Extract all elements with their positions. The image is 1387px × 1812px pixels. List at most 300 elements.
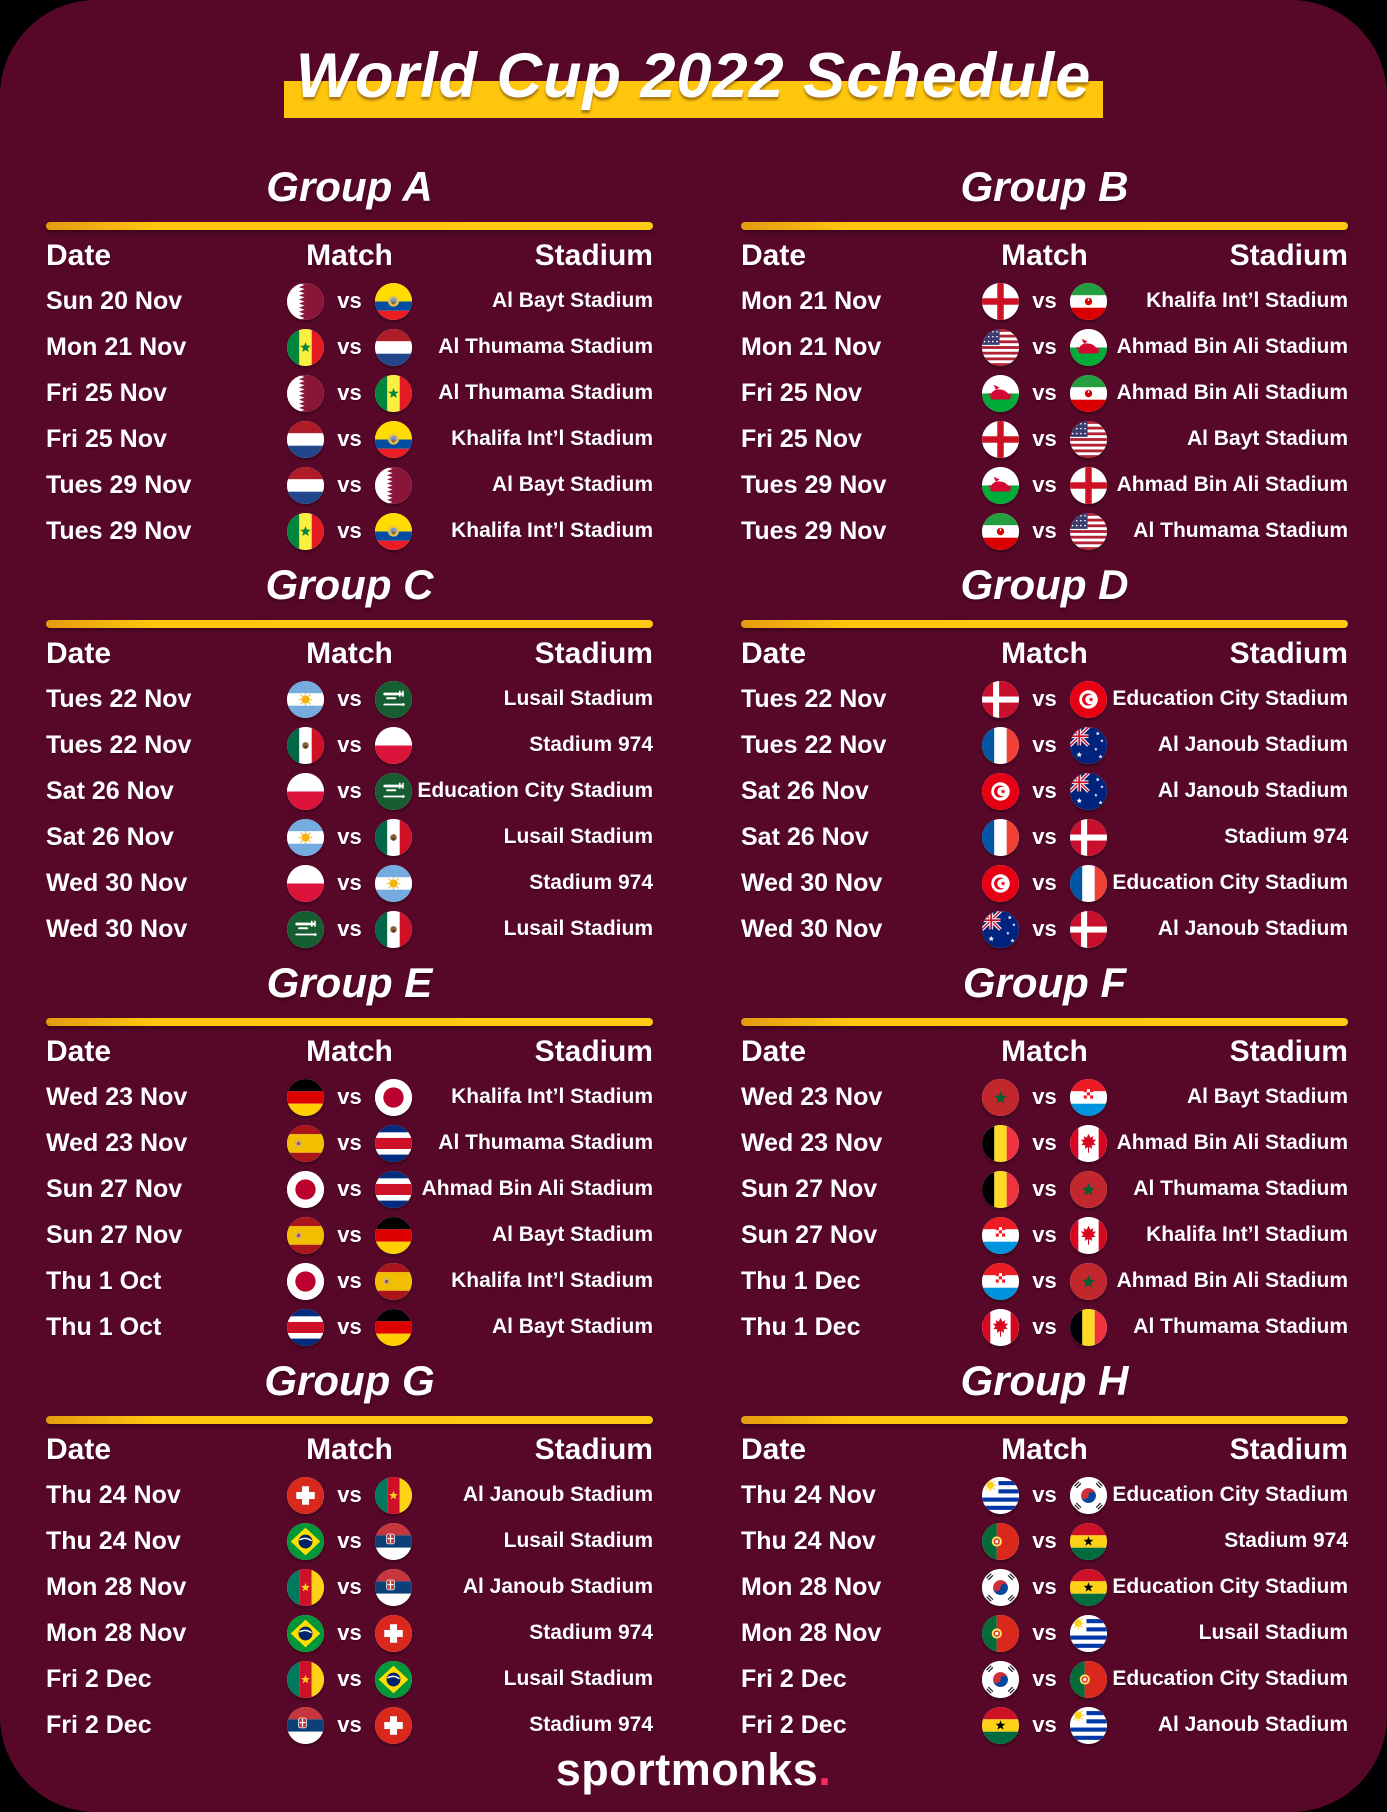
group-title: Group H xyxy=(960,1357,1129,1404)
match-row xyxy=(741,1656,1348,1702)
column-header-match: Match xyxy=(1001,239,1088,272)
match-stadium: Al Janoub Stadium xyxy=(1157,779,1348,802)
flag-croatia-icon xyxy=(1070,1079,1107,1116)
match-row xyxy=(46,676,653,722)
vs-label: vs xyxy=(1032,1084,1057,1109)
match-stadium: Khalifa Int’l Stadium xyxy=(451,427,653,450)
match-teams xyxy=(251,421,448,458)
match-row xyxy=(741,1304,1348,1350)
column-header-stadium: Stadium xyxy=(1229,239,1348,272)
vs-label: vs xyxy=(1032,1176,1057,1201)
flag-portugal-icon xyxy=(982,1615,1019,1652)
match-date: Mon 28 Nov xyxy=(741,1572,882,1601)
group-divider xyxy=(741,1018,1348,1026)
match-row xyxy=(46,1610,653,1656)
match-date: Thu 1 Dec xyxy=(741,1312,861,1341)
match-stadium: Stadium 974 xyxy=(1224,1529,1348,1552)
match-teams xyxy=(251,1079,448,1116)
match-date: Thu 1 Oct xyxy=(46,1312,162,1341)
match-stadium: Al Thumama Stadium xyxy=(438,1131,653,1154)
match-teams xyxy=(251,1217,448,1254)
flag-uruguay-icon xyxy=(1070,1615,1107,1652)
match-stadium: Ahmad Bin Ali Stadium xyxy=(1116,473,1348,496)
page-title: World Cup 2022 Schedule xyxy=(295,41,1092,111)
flag-uruguay-icon xyxy=(1070,1707,1107,1744)
flag-switzerland-icon xyxy=(287,1477,324,1514)
match-row xyxy=(741,814,1348,860)
match-date: Tues 22 Nov xyxy=(741,684,887,713)
column-header-stadium: Stadium xyxy=(534,637,653,670)
flag-croatia-icon xyxy=(982,1263,1019,1300)
flag-poland-icon xyxy=(287,773,324,810)
match-stadium: Al Bayt Stadium xyxy=(1186,427,1348,450)
match-stadium: Al Thumama Stadium xyxy=(1133,1177,1348,1200)
flag-mexico-icon xyxy=(375,911,412,948)
flag-japan-icon xyxy=(287,1171,324,1208)
vs-label: vs xyxy=(1032,426,1057,451)
flag-ecuador-icon xyxy=(375,513,412,550)
match-row xyxy=(741,1472,1348,1518)
flag-france-icon xyxy=(982,727,1019,764)
match-row xyxy=(46,1564,653,1610)
group-divider xyxy=(741,620,1348,628)
match-teams xyxy=(251,1263,448,1300)
group-panel-d xyxy=(741,560,1348,952)
match-teams xyxy=(251,1477,448,1514)
match-teams xyxy=(946,1523,1143,1560)
match-row xyxy=(741,768,1348,814)
group-title: Group C xyxy=(265,561,434,608)
match-stadium: Al Janoub Stadium xyxy=(462,1575,653,1598)
match-date: Sun 27 Nov xyxy=(741,1220,878,1249)
page-footer xyxy=(0,1744,1387,1796)
column-header-date: Date xyxy=(741,1035,807,1068)
match-teams xyxy=(251,681,448,718)
match-row xyxy=(741,906,1348,952)
flag-qatar-icon xyxy=(287,283,324,320)
vs-label: vs xyxy=(337,1574,362,1599)
flag-morocco-icon xyxy=(982,1079,1019,1116)
match-row xyxy=(46,1304,653,1350)
match-date: Thu 24 Nov xyxy=(741,1526,876,1555)
column-headers xyxy=(46,1030,653,1074)
flag-saudi-arabia-icon xyxy=(287,911,324,948)
flag-netherlands-icon xyxy=(287,467,324,504)
match-teams xyxy=(946,283,1143,320)
match-row xyxy=(741,860,1348,906)
match-teams xyxy=(251,283,448,320)
match-teams xyxy=(251,1171,448,1208)
match-row xyxy=(741,676,1348,722)
flag-brazil-icon xyxy=(375,1661,412,1698)
match-stadium: Khalifa Int’l Stadium xyxy=(451,519,653,542)
group-panel-f xyxy=(741,958,1348,1350)
match-teams xyxy=(946,1707,1143,1744)
flag-usa-icon xyxy=(1070,513,1107,550)
flag-costa-rica-icon xyxy=(375,1125,412,1162)
vs-label: vs xyxy=(337,870,362,895)
flag-australia-icon xyxy=(982,911,1019,948)
flag-portugal-icon xyxy=(982,1523,1019,1560)
match-row xyxy=(46,1212,653,1258)
match-row xyxy=(741,370,1348,416)
flag-england-icon xyxy=(982,421,1019,458)
group-divider xyxy=(46,1018,653,1026)
flag-serbia-icon xyxy=(375,1523,412,1560)
column-header-date: Date xyxy=(741,1433,807,1466)
group-title: Group F xyxy=(962,959,1127,1006)
flag-france-icon xyxy=(982,819,1019,856)
match-teams xyxy=(251,1309,448,1346)
page-header xyxy=(0,0,1387,118)
match-date: Fri 25 Nov xyxy=(46,424,167,453)
match-teams xyxy=(251,1125,448,1162)
vs-label: vs xyxy=(337,1620,362,1645)
match-teams xyxy=(946,773,1143,810)
flag-england-icon xyxy=(982,283,1019,320)
column-header-match: Match xyxy=(306,637,393,670)
column-headers xyxy=(46,1428,653,1472)
match-teams xyxy=(251,329,448,366)
flag-ecuador-icon xyxy=(375,283,412,320)
brand-text: sportmonks xyxy=(555,1744,819,1795)
column-header-match: Match xyxy=(306,1433,393,1466)
column-header-date: Date xyxy=(46,637,112,670)
group-panel-e xyxy=(46,958,653,1350)
match-date: Mon 21 Nov xyxy=(741,286,882,315)
vs-label: vs xyxy=(337,1314,362,1339)
vs-label: vs xyxy=(337,778,362,803)
flag-serbia-icon xyxy=(287,1707,324,1744)
group-panel-g xyxy=(46,1356,653,1748)
match-teams xyxy=(946,1079,1143,1116)
flag-cameroon-icon xyxy=(287,1661,324,1698)
match-teams xyxy=(946,1125,1143,1162)
column-header-stadium: Stadium xyxy=(1229,1433,1348,1466)
match-date: Wed 30 Nov xyxy=(741,914,883,943)
match-date: Sun 27 Nov xyxy=(46,1174,183,1203)
match-teams xyxy=(946,1171,1143,1208)
flag-germany-icon xyxy=(375,1309,412,1346)
vs-label: vs xyxy=(1032,1574,1057,1599)
match-date: Wed 23 Nov xyxy=(46,1128,188,1157)
match-teams xyxy=(251,1615,448,1652)
flag-south-korea-icon xyxy=(982,1569,1019,1606)
vs-label: vs xyxy=(337,426,362,451)
group-divider xyxy=(741,1416,1348,1424)
match-stadium: Al Bayt Stadium xyxy=(491,473,653,496)
flag-senegal-icon xyxy=(287,513,324,550)
match-stadium: Al Bayt Stadium xyxy=(491,1223,653,1246)
flag-spain-icon xyxy=(375,1263,412,1300)
match-date: Sat 26 Nov xyxy=(741,822,869,851)
match-row xyxy=(46,1472,653,1518)
match-stadium: Al Bayt Stadium xyxy=(491,289,653,312)
match-row xyxy=(741,1258,1348,1304)
match-stadium: Lusail Stadium xyxy=(503,1529,653,1552)
match-teams xyxy=(946,421,1143,458)
flag-croatia-icon xyxy=(982,1217,1019,1254)
match-row xyxy=(46,860,653,906)
flag-morocco-icon xyxy=(1070,1171,1107,1208)
match-date: Sun 27 Nov xyxy=(46,1220,183,1249)
match-teams xyxy=(251,865,448,902)
match-row xyxy=(46,1166,653,1212)
match-date: Fri 2 Dec xyxy=(741,1664,847,1693)
group-divider xyxy=(46,222,653,230)
flag-canada-icon xyxy=(1070,1125,1107,1162)
vs-label: vs xyxy=(337,288,362,313)
match-date: Thu 24 Nov xyxy=(46,1526,181,1555)
flag-saudi-arabia-icon xyxy=(375,681,412,718)
match-date: Sat 26 Nov xyxy=(741,776,869,805)
match-teams xyxy=(251,727,448,764)
match-row xyxy=(741,1564,1348,1610)
match-teams xyxy=(946,329,1143,366)
match-teams xyxy=(946,1309,1143,1346)
match-date: Thu 1 Dec xyxy=(741,1266,861,1295)
group-panel-c xyxy=(46,560,653,952)
match-teams xyxy=(946,1217,1143,1254)
flag-usa-icon xyxy=(982,329,1019,366)
column-header-stadium: Stadium xyxy=(534,239,653,272)
vs-label: vs xyxy=(337,732,362,757)
vs-label: vs xyxy=(1032,1222,1057,1247)
vs-label: vs xyxy=(1032,778,1057,803)
flag-cameroon-icon xyxy=(287,1569,324,1606)
group-pair-row xyxy=(46,1356,1347,1748)
match-row xyxy=(741,1166,1348,1212)
flag-tunisia-icon xyxy=(982,865,1019,902)
flag-argentina-icon xyxy=(287,681,324,718)
match-teams xyxy=(251,1569,448,1606)
match-stadium: Stadium 974 xyxy=(529,871,653,894)
group-title: Group G xyxy=(264,1357,435,1404)
vs-label: vs xyxy=(1032,1482,1057,1507)
match-stadium: Al Thumama Stadium xyxy=(1133,1315,1348,1338)
flag-south-korea-icon xyxy=(982,1661,1019,1698)
match-stadium: Stadium 974 xyxy=(529,733,653,756)
match-stadium: Al Bayt Stadium xyxy=(1186,1085,1348,1108)
flag-belgium-icon xyxy=(1070,1309,1107,1346)
match-date: Thu 1 Oct xyxy=(46,1266,162,1295)
column-header-stadium: Stadium xyxy=(534,1433,653,1466)
flag-usa-icon xyxy=(1070,421,1107,458)
match-date: Fri 2 Dec xyxy=(741,1710,847,1739)
group-pair-row xyxy=(46,958,1347,1350)
match-date: Wed 30 Nov xyxy=(46,914,188,943)
flag-canada-icon xyxy=(982,1309,1019,1346)
vs-label: vs xyxy=(1032,288,1057,313)
match-date: Fri 2 Dec xyxy=(46,1710,152,1739)
match-teams xyxy=(946,513,1143,550)
match-date: Sat 26 Nov xyxy=(46,822,174,851)
vs-label: vs xyxy=(337,380,362,405)
match-date: Fri 25 Nov xyxy=(46,378,167,407)
match-date: Mon 21 Nov xyxy=(46,332,187,361)
match-row xyxy=(741,1074,1348,1120)
column-header-date: Date xyxy=(46,1035,112,1068)
vs-label: vs xyxy=(1032,824,1057,849)
vs-label: vs xyxy=(1032,1666,1057,1691)
match-stadium: Al Bayt Stadium xyxy=(491,1315,653,1338)
flag-portugal-icon xyxy=(1070,1661,1107,1698)
match-date: Tues 29 Nov xyxy=(741,516,887,545)
flag-saudi-arabia-icon xyxy=(375,773,412,810)
match-stadium: Ahmad Bin Ali Stadium xyxy=(1116,381,1348,404)
match-date: Tues 29 Nov xyxy=(46,516,192,545)
column-headers xyxy=(46,632,653,676)
match-date: Wed 30 Nov xyxy=(46,868,188,897)
match-row xyxy=(741,1610,1348,1656)
flag-australia-icon xyxy=(1070,773,1107,810)
match-date: Mon 28 Nov xyxy=(46,1618,187,1647)
column-header-date: Date xyxy=(46,1433,112,1466)
match-stadium: Education City Stadium xyxy=(1112,871,1348,894)
match-row xyxy=(46,1074,653,1120)
match-teams xyxy=(946,1263,1143,1300)
flag-wales-icon xyxy=(982,467,1019,504)
flag-canada-icon xyxy=(1070,1217,1107,1254)
flag-morocco-icon xyxy=(1070,1263,1107,1300)
match-stadium: Stadium 974 xyxy=(1224,825,1348,848)
match-stadium: Education City Stadium xyxy=(417,779,653,802)
vs-label: vs xyxy=(1032,472,1057,497)
match-teams xyxy=(251,911,448,948)
flag-japan-icon xyxy=(287,1263,324,1300)
match-row xyxy=(46,722,653,768)
match-date: Tues 29 Nov xyxy=(741,470,887,499)
match-date: Wed 23 Nov xyxy=(46,1082,188,1111)
flag-ghana-icon xyxy=(1070,1523,1107,1560)
vs-label: vs xyxy=(337,686,362,711)
match-stadium: Lusail Stadium xyxy=(503,917,653,940)
brand-dot: . xyxy=(818,1744,832,1795)
match-teams xyxy=(251,1523,448,1560)
match-row xyxy=(46,1258,653,1304)
match-row xyxy=(46,278,653,324)
vs-label: vs xyxy=(1032,1620,1057,1645)
groups-grid xyxy=(0,162,1387,1748)
match-date: Wed 23 Nov xyxy=(741,1082,883,1111)
flag-denmark-icon xyxy=(1070,819,1107,856)
vs-label: vs xyxy=(337,334,362,359)
flag-japan-icon xyxy=(375,1079,412,1116)
title-block xyxy=(296,34,1092,118)
vs-label: vs xyxy=(337,518,362,543)
match-date: Thu 24 Nov xyxy=(741,1480,876,1509)
match-teams xyxy=(251,467,448,504)
match-row xyxy=(46,814,653,860)
match-stadium: Education City Stadium xyxy=(1112,1575,1348,1598)
column-headers xyxy=(741,234,1348,278)
match-stadium: Al Janoub Stadium xyxy=(462,1483,653,1506)
match-row xyxy=(46,1120,653,1166)
match-row xyxy=(741,722,1348,768)
flag-iran-icon xyxy=(1070,375,1107,412)
vs-label: vs xyxy=(337,824,362,849)
vs-label: vs xyxy=(337,1176,362,1201)
flag-netherlands-icon xyxy=(287,421,324,458)
match-date: Mon 28 Nov xyxy=(46,1572,187,1601)
flag-switzerland-icon xyxy=(375,1707,412,1744)
match-stadium: Al Thumama Stadium xyxy=(1133,519,1348,542)
flag-wales-icon xyxy=(1070,329,1107,366)
flag-mexico-icon xyxy=(375,819,412,856)
match-date: Mon 21 Nov xyxy=(741,332,882,361)
vs-label: vs xyxy=(1032,1712,1057,1737)
match-stadium: Education City Stadium xyxy=(1112,1483,1348,1506)
match-row xyxy=(46,1702,653,1748)
vs-label: vs xyxy=(337,472,362,497)
sportmonks-logo xyxy=(556,1744,832,1795)
match-stadium: Stadium 974 xyxy=(529,1713,653,1736)
group-divider xyxy=(46,1416,653,1424)
group-panel-b xyxy=(741,162,1348,554)
column-header-match: Match xyxy=(306,1035,393,1068)
match-stadium: Al Janoub Stadium xyxy=(1157,1713,1348,1736)
match-date: Wed 30 Nov xyxy=(741,868,883,897)
match-stadium: Ahmad Bin Ali Stadium xyxy=(1116,1269,1348,1292)
vs-label: vs xyxy=(1032,380,1057,405)
flag-costa-rica-icon xyxy=(287,1309,324,1346)
flag-spain-icon xyxy=(287,1125,324,1162)
match-stadium: Lusail Stadium xyxy=(1198,1621,1348,1644)
flag-senegal-icon xyxy=(287,329,324,366)
match-row xyxy=(46,462,653,508)
match-teams xyxy=(946,1615,1143,1652)
vs-label: vs xyxy=(337,1528,362,1553)
match-date: Tues 22 Nov xyxy=(46,730,192,759)
group-title: Group B xyxy=(960,163,1129,210)
match-row xyxy=(46,508,653,554)
flag-iran-icon xyxy=(982,513,1019,550)
flag-poland-icon xyxy=(287,865,324,902)
match-stadium: Al Janoub Stadium xyxy=(1157,917,1348,940)
vs-label: vs xyxy=(1032,686,1057,711)
vs-label: vs xyxy=(1032,1268,1057,1293)
match-date: Sun 20 Nov xyxy=(46,286,183,315)
flag-belgium-icon xyxy=(982,1125,1019,1162)
vs-label: vs xyxy=(337,1712,362,1737)
match-teams xyxy=(946,375,1143,412)
flag-brazil-icon xyxy=(287,1523,324,1560)
column-header-date: Date xyxy=(741,239,807,272)
match-row xyxy=(741,278,1348,324)
flag-england-icon xyxy=(1070,467,1107,504)
flag-south-korea-icon xyxy=(1070,1477,1107,1514)
match-date: Wed 23 Nov xyxy=(741,1128,883,1157)
vs-label: vs xyxy=(1032,334,1057,359)
match-row xyxy=(741,462,1348,508)
flag-cameroon-icon xyxy=(375,1477,412,1514)
match-row xyxy=(741,508,1348,554)
group-title: Group D xyxy=(960,561,1129,608)
flag-tunisia-icon xyxy=(1070,681,1107,718)
group-title: Group E xyxy=(266,959,433,1006)
flag-iran-icon xyxy=(1070,283,1107,320)
flag-denmark-icon xyxy=(982,681,1019,718)
match-stadium: Lusail Stadium xyxy=(503,825,653,848)
match-stadium: Stadium 974 xyxy=(529,1621,653,1644)
match-teams xyxy=(946,819,1143,856)
match-teams xyxy=(251,375,448,412)
flag-qatar-icon xyxy=(287,375,324,412)
match-teams xyxy=(251,819,448,856)
match-date: Tues 22 Nov xyxy=(46,684,192,713)
flag-ghana-icon xyxy=(1070,1569,1107,1606)
flag-germany-icon xyxy=(287,1079,324,1116)
